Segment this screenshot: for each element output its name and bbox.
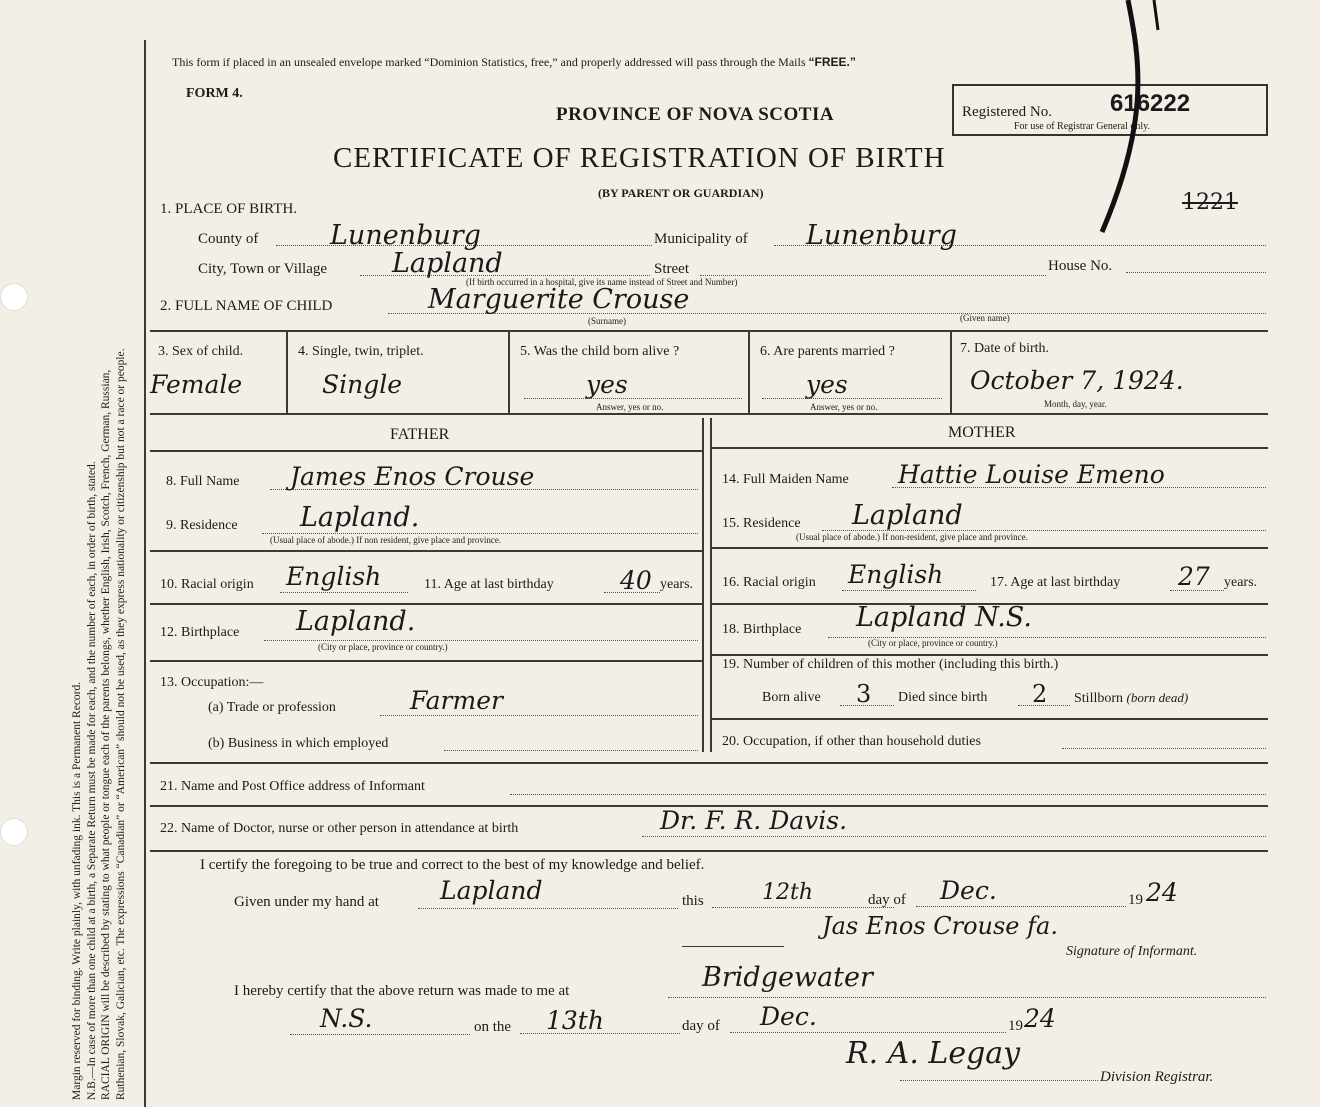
born-alive-label: Born alive (762, 690, 821, 705)
mother-age-label: 17. Age at last birthday (990, 575, 1121, 590)
rule (710, 418, 712, 752)
mail-notice-text: This form if placed in an unsealed envelope marked “Dominion Statistics, free,” and properly addressed will pass through the Mails (172, 55, 806, 69)
father-years-label: years. (660, 577, 694, 592)
return-day-value: 13th (546, 1006, 604, 1035)
given-year-prefix: 19 (1128, 892, 1143, 908)
margin-note-line: Ruthenian, Slovak, Galician, etc. The expressions “Canadian” or “American” should not be used, as they express nationality or citizenship but not a race or people. (114, 348, 127, 1100)
mail-free-text: “FREE.” (808, 55, 856, 69)
house-label: House No. (1048, 258, 1113, 274)
father-racial-label: 10. Racial origin (160, 577, 254, 592)
rule (150, 660, 702, 662)
registered-number: 616222 (1110, 90, 1191, 117)
city-label: City, Town or Village (198, 261, 328, 277)
rule (712, 654, 1268, 656)
died-value: 2 (1032, 680, 1048, 708)
mother-age-value: 27 (1178, 562, 1210, 591)
return-year-value: 24 (1024, 1004, 1056, 1033)
margin-instructions (70, 40, 128, 1100)
alive-answer-note: Answer, yes or no. (596, 402, 664, 412)
on-the-label: on the (474, 1019, 512, 1035)
father-residence-label: 9. Residence (166, 518, 238, 533)
mother-birthplace-value: Lapland N.S. (856, 602, 1032, 633)
father-racial-value: English (286, 562, 382, 591)
mother-residence-note: (Usual place of abode.) If non-resident, give place and province. (796, 532, 1028, 542)
mother-heading: MOTHER (948, 424, 1016, 441)
return-month-line (730, 1032, 1006, 1033)
given-name-note: (Given name) (960, 313, 1010, 323)
registrar-use-note: For use of Registrar General only. (1014, 121, 1150, 132)
father-name-value: James Enos Crouse (290, 462, 535, 491)
return-label: I hereby certify that the above return was made to me at (234, 983, 570, 999)
father-age-value: 40 (620, 566, 652, 595)
page-subtitle: (BY PARENT OR GUARDIAN) (598, 186, 764, 200)
return-year-prefix: 19 (1008, 1018, 1023, 1034)
father-residence-line (262, 533, 698, 534)
father-birthplace-label: 12. Birthplace (160, 625, 240, 640)
father-residence-value: Lapland. (300, 502, 420, 533)
mother-occupation-label: 20. Occupation, if other than household duties (722, 734, 981, 749)
father-birthplace-note: (City or place, province or country.) (318, 642, 448, 652)
alive-line (524, 398, 742, 399)
rule (150, 413, 1268, 415)
ink-stroke-path (1154, 0, 1158, 30)
father-occupation-label: 13. Occupation:— (160, 675, 264, 690)
return-place-line (668, 997, 1266, 998)
stillborn-label (1074, 690, 1188, 707)
rule (150, 550, 702, 552)
place-of-birth-label: 1. PLACE OF BIRTH. (160, 201, 298, 217)
this-label: this (682, 893, 704, 909)
corner-number: 1221 (1182, 190, 1238, 215)
father-age-label: 11. Age at last birthday (424, 577, 554, 592)
mother-birthplace-label: 18. Birthplace (722, 622, 802, 637)
informant-signature: Jas Enos Crouse fa. (822, 912, 1058, 940)
stillborn-text: Stillborn (1074, 691, 1124, 706)
dob-note: Month, day, year. (1044, 399, 1107, 409)
punch-hole-top (0, 283, 28, 311)
plurality-value: Single (322, 370, 403, 399)
doctor-label: 22. Name of Doctor, nurse or other person in attendance at birth (160, 821, 519, 836)
mother-racial-line (842, 590, 976, 591)
certification-statement: I certify the foregoing to be true and correct to the best of my knowledge and belief. (200, 857, 705, 873)
house-line (1126, 272, 1266, 273)
married-answer-note: Answer, yes or no. (810, 402, 878, 412)
informant-signature-label: Signature of Informant. (1066, 944, 1198, 959)
father-heading: FATHER (390, 426, 450, 443)
signature-rule (682, 946, 784, 947)
sex-value: Female (150, 370, 243, 399)
return-day-of-label: day of (682, 1018, 720, 1034)
given-year-value: 24 (1146, 878, 1178, 907)
ink-stroke-path (1102, 0, 1138, 232)
mother-birthplace-note: (City or place, province or country.) (868, 638, 998, 648)
rule (508, 331, 510, 413)
rule (150, 330, 1268, 332)
father-business-line (444, 750, 698, 751)
father-birthplace-line (264, 640, 698, 641)
father-birthplace-value: Lapland. (296, 606, 416, 637)
surname-note: (Surname) (588, 316, 626, 326)
given-place-line (418, 908, 678, 909)
father-trade-line (380, 715, 698, 716)
street-line (700, 275, 1046, 276)
dob-value: October 7, 1924. (970, 366, 1184, 395)
rule (748, 331, 750, 413)
plurality-label: 4. Single, twin, triplet. (298, 344, 424, 359)
child-name-label: 2. FULL NAME OF CHILD (160, 298, 333, 314)
dob-label: 7. Date of birth. (960, 341, 1050, 356)
municipality-label: Municipality of (654, 231, 748, 247)
married-line (762, 398, 942, 399)
given-month-line (916, 906, 1126, 907)
registered-label: Registered No. (962, 104, 1052, 120)
children-count-label: 19. Number of children of this mother (including this birth.) (722, 657, 1059, 672)
registrar-signature: R. A. Legay (846, 1036, 1021, 1071)
page-title: CERTIFICATE OF REGISTRATION OF BIRTH (333, 142, 946, 174)
hospital-note: (If birth occurred in a hospital, give its name instead of Street and Number) (466, 277, 738, 287)
rule (150, 603, 702, 605)
rule (150, 450, 702, 452)
province-heading: PROVINCE OF NOVA SCOTIA (556, 104, 835, 125)
given-under-label: Given under my hand at (234, 894, 379, 910)
ink-stroke (1080, 0, 1180, 240)
rule (950, 331, 952, 413)
mother-name-label: 14. Full Maiden Name (722, 472, 849, 487)
mail-notice (172, 55, 856, 70)
mother-residence-value: Lapland (852, 500, 963, 531)
mother-years-label: years. (1224, 575, 1258, 590)
doctor-value: Dr. F. R. Davis. (660, 806, 848, 835)
given-month-value: Dec. (940, 876, 997, 905)
county-value: Lunenburg (330, 220, 481, 251)
province-value: N.S. (320, 1004, 373, 1033)
father-racial-line (280, 592, 408, 593)
married-value: yes (806, 370, 848, 399)
margin-note-line: Margin reserved for binding. Write plainly, with unfading ink. This is a Permanent Record. (71, 681, 83, 1100)
born-alive-value: 3 (856, 680, 872, 708)
street-label: Street (654, 261, 689, 277)
alive-value: yes (586, 370, 628, 399)
city-value: Lapland (392, 248, 503, 279)
rule (712, 718, 1268, 720)
mother-racial-label: 16. Racial origin (722, 575, 816, 590)
mother-racial-value: English (848, 560, 944, 589)
rule (702, 418, 704, 752)
margin-note-line: RACIAL ORIGIN will be described by stating to what people or tongue each of the parents belongs, whether English, Irish, Scotch, French, German, Russian, (100, 369, 112, 1100)
return-month-value: Dec. (760, 1002, 817, 1031)
mother-residence-label: 15. Residence (722, 516, 801, 531)
registrar-line (900, 1080, 1098, 1081)
died-label: Died since birth (898, 690, 988, 705)
margin-note-line: N.B.—In case of more than one child at a birth, a Separate Return must be made for each, and the number of each, in order of birth, stated. (85, 461, 98, 1100)
informant-line (510, 794, 1266, 795)
mother-name-value: Hattie Louise Emeno (898, 460, 1165, 489)
punch-hole-bottom (0, 818, 28, 846)
child-name-value: Marguerite Crouse (428, 284, 690, 315)
father-business-label: (b) Business in which employed (208, 736, 389, 751)
rule (150, 762, 1268, 764)
return-place-value: Bridgewater (702, 962, 873, 993)
father-trade-value: Farmer (410, 686, 503, 715)
father-name-label: 8. Full Name (166, 474, 240, 489)
doctor-line (642, 836, 1266, 837)
registrar-label: Division Registrar. (1100, 1069, 1214, 1085)
father-trade-label: (a) Trade or profession (208, 700, 336, 715)
county-label: County of (198, 231, 259, 247)
informant-label: 21. Name and Post Office address of Informant (160, 779, 425, 794)
father-residence-note: (Usual place of abode.) If non resident, give place and province. (270, 535, 502, 545)
given-day-line (712, 907, 894, 908)
given-place-value: Lapland (440, 876, 543, 905)
given-day-value: 12th (762, 880, 814, 905)
married-label: 6. Are parents married ? (760, 344, 895, 359)
alive-label: 5. Was the child born alive ? (520, 344, 680, 359)
province-line (290, 1034, 470, 1035)
municipality-value: Lunenburg (806, 220, 957, 251)
given-day-of-label: day of (868, 892, 906, 908)
mother-occupation-line (1062, 748, 1266, 749)
binding-margin-line (144, 40, 146, 1107)
form-label: FORM 4. (186, 86, 243, 101)
sex-label: 3. Sex of child. (158, 344, 244, 359)
rule (712, 447, 1268, 449)
rule (712, 547, 1268, 549)
rule (286, 331, 288, 413)
stillborn-note: (born dead) (1126, 690, 1189, 705)
rule (150, 850, 1268, 852)
